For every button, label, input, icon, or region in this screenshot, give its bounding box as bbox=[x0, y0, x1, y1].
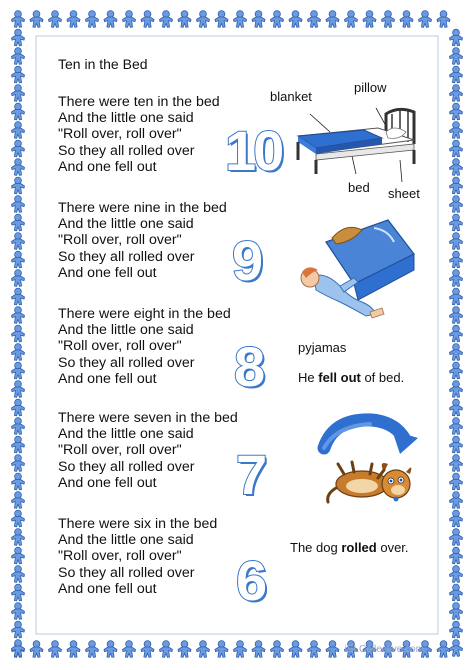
caption-text: of bed. bbox=[360, 370, 405, 385]
number-7: 7 bbox=[236, 443, 265, 506]
verse-line: And one fell out bbox=[58, 158, 157, 175]
caption-text: The dog bbox=[290, 540, 342, 555]
caption-rolled-over bbox=[290, 540, 409, 555]
verse-line: "Roll over, roll over" bbox=[58, 232, 182, 249]
verse-line: And the little one said bbox=[58, 532, 194, 549]
verse-line: And the little one said bbox=[58, 426, 194, 443]
caption-fell-out bbox=[298, 370, 404, 385]
verse-line: And one fell out bbox=[58, 474, 157, 491]
verse-3 bbox=[58, 306, 231, 387]
verse-1 bbox=[58, 94, 220, 175]
caption-text: He bbox=[298, 370, 319, 385]
verse-line: There were nine in the bed bbox=[58, 200, 227, 216]
poem-title: Ten in the Bed bbox=[58, 56, 148, 72]
label-sheet: sheet bbox=[388, 186, 420, 201]
caption-keyword: rolled bbox=[341, 540, 377, 555]
verse-4 bbox=[58, 410, 238, 491]
verse-line: There were ten in the bed bbox=[58, 94, 220, 110]
label-bed: bed bbox=[348, 180, 370, 195]
verse-5 bbox=[58, 516, 217, 597]
verse-line: So they all rolled over bbox=[58, 354, 195, 371]
verse-line: And the little one said bbox=[58, 216, 194, 233]
verse-2 bbox=[58, 200, 227, 281]
verse-line: There were eight in the bed bbox=[58, 306, 231, 322]
number-8: 8 bbox=[234, 335, 263, 398]
label-pillow: pillow bbox=[354, 80, 387, 95]
number-9: 9 bbox=[232, 229, 261, 292]
verse-line: So they all rolled over bbox=[58, 564, 195, 581]
verse-line: So they all rolled over bbox=[58, 248, 195, 265]
bed-illustration bbox=[290, 104, 430, 184]
label-pyjamas: pyjamas bbox=[298, 340, 347, 355]
number-10: 10 bbox=[225, 119, 282, 182]
verse-line: So they all rolled over bbox=[58, 142, 195, 159]
label-blanket: blanket bbox=[270, 89, 312, 104]
verse-line: And one fell out bbox=[58, 370, 157, 387]
caption-text: over. bbox=[376, 540, 409, 555]
verse-line: There were seven in the bed bbox=[58, 410, 238, 426]
number-6: 6 bbox=[236, 549, 265, 612]
verse-line: And one fell out bbox=[58, 264, 157, 281]
verse-line: "Roll over, roll over" bbox=[58, 126, 182, 143]
verse-line: "Roll over, roll over" bbox=[58, 442, 182, 459]
caption-keyword: fell out bbox=[318, 370, 361, 385]
verse-line: So they all rolled over bbox=[58, 458, 195, 475]
watermark: iSLCollective.com bbox=[344, 644, 424, 655]
boy-falling-illustration bbox=[296, 212, 426, 324]
verse-line: There were six in the bed bbox=[58, 516, 218, 532]
verse-line: And the little one said bbox=[58, 110, 194, 127]
dog-rolling-illustration bbox=[314, 414, 430, 510]
verse-line: "Roll over, roll over" bbox=[58, 338, 182, 355]
verse-line: "Roll over, roll over" bbox=[58, 548, 182, 565]
verse-line: And one fell out bbox=[58, 580, 157, 597]
verse-line: And the little one said bbox=[58, 322, 194, 339]
